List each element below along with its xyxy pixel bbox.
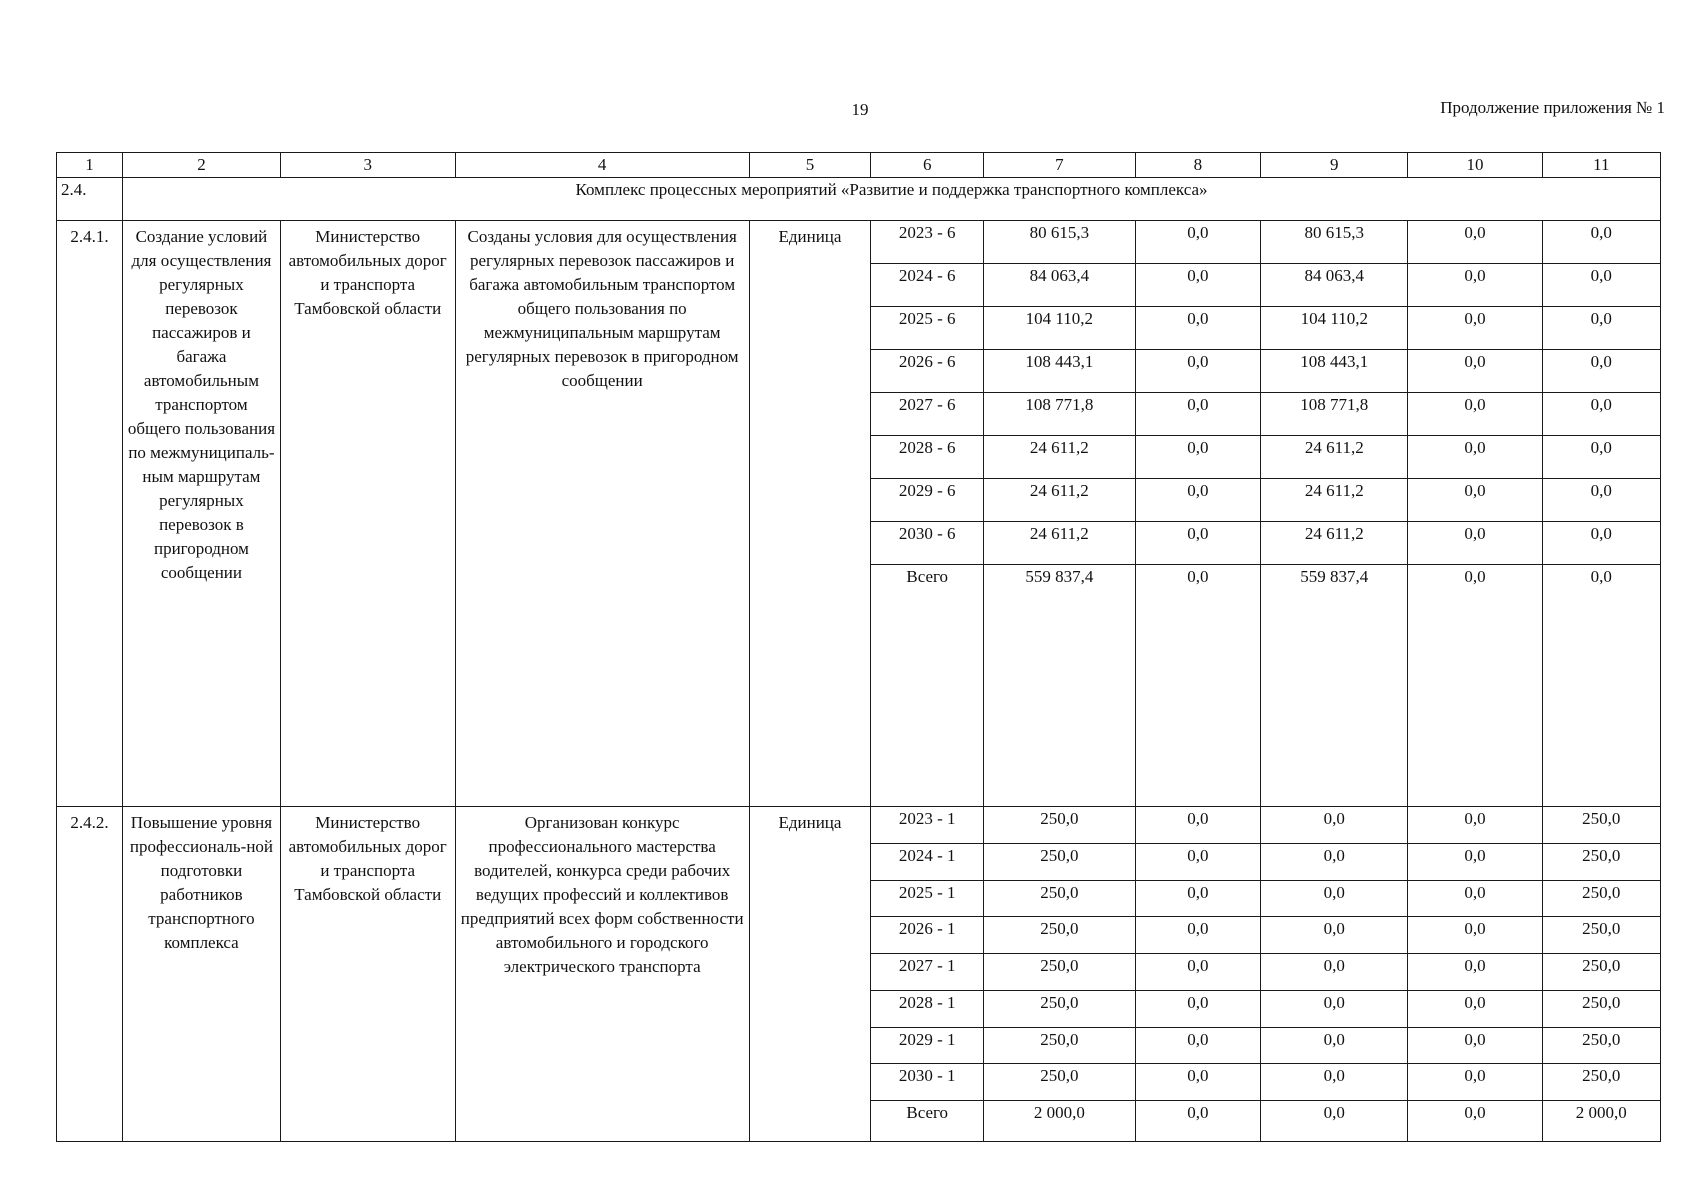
value-cell: 250,0 [1542, 990, 1660, 1027]
appendix-note: Продолжение приложения № 1 [1440, 98, 1665, 117]
value-cell: 0,0 [1135, 990, 1261, 1027]
item-code: 2.4.1. [57, 221, 123, 807]
value-cell: 104 110,2 [1261, 307, 1408, 350]
period-cell: 2025 - 6 [871, 307, 984, 350]
period-cell: 2029 - 6 [871, 479, 984, 522]
period-cell: 2025 - 1 [871, 880, 984, 917]
value-cell: 24 611,2 [984, 436, 1135, 479]
value-cell: 0,0 [1135, 880, 1261, 917]
value-cell: 250,0 [984, 844, 1135, 881]
column-header: 3 [280, 153, 455, 178]
value-cell: 0,0 [1135, 954, 1261, 991]
value-cell: 84 063,4 [1261, 264, 1408, 307]
column-numbers-row [57, 153, 1661, 178]
section-title: Комплекс процессных мероприятий «Развитие и поддержка транспортного комплекса» [123, 178, 1661, 221]
value-cell: 2 000,0 [984, 1100, 1135, 1141]
value-cell: 0,0 [1408, 264, 1542, 307]
period-cell: 2023 - 1 [871, 807, 984, 844]
value-cell: 0,0 [1135, 436, 1261, 479]
value-cell: 250,0 [1542, 954, 1660, 991]
value-cell: 0,0 [1261, 880, 1408, 917]
period-cell: 2030 - 1 [871, 1064, 984, 1101]
value-cell: 0,0 [1261, 807, 1408, 844]
value-cell: 0,0 [1408, 522, 1542, 565]
table-row [57, 221, 1661, 264]
value-cell: 0,0 [1408, 844, 1542, 881]
value-cell: 0,0 [1135, 393, 1261, 436]
value-cell: 24 611,2 [1261, 436, 1408, 479]
period-cell: 2028 - 6 [871, 436, 984, 479]
period-cell: 2026 - 6 [871, 350, 984, 393]
item-unit: Единица [749, 221, 870, 807]
period-cell: 2023 - 6 [871, 221, 984, 264]
value-cell: 0,0 [1408, 1064, 1542, 1101]
value-cell: 250,0 [984, 880, 1135, 917]
column-header: 1 [57, 153, 123, 178]
value-cell: 250,0 [984, 1027, 1135, 1064]
value-cell: 0,0 [1261, 990, 1408, 1027]
item-result: Организован конкурс профессионального мастерства водителей, конкурса среди рабочих ведущих профессий и коллективов предприятий всех форм собственности автомобильного и городского электрического транспорта [455, 807, 749, 1142]
value-cell: 0,0 [1542, 221, 1660, 264]
value-cell: 0,0 [1135, 350, 1261, 393]
value-cell: 0,0 [1542, 522, 1660, 565]
value-cell: 0,0 [1261, 954, 1408, 991]
value-cell: 0,0 [1408, 307, 1542, 350]
period-cell: 2029 - 1 [871, 1027, 984, 1064]
value-cell: 250,0 [984, 1064, 1135, 1101]
value-cell: 80 615,3 [984, 221, 1135, 264]
page-number: 19 [851, 100, 869, 119]
value-cell: 250,0 [984, 807, 1135, 844]
period-cell: 2028 - 1 [871, 990, 984, 1027]
item-responsible: Министерство автомобильных дорог и транспорта Тамбовской области [280, 807, 455, 1142]
item-unit: Единица [749, 807, 870, 1142]
value-cell: 250,0 [984, 917, 1135, 954]
value-cell: 559 837,4 [984, 565, 1135, 807]
value-cell: 0,0 [1408, 565, 1542, 807]
column-header: 9 [1261, 153, 1408, 178]
value-cell: 0,0 [1542, 436, 1660, 479]
item-name: Создание условий для осуществления регулярных перевозок пассажиров и багажа автомобильным транспортом общего пользования по межмуниципаль-ным маршрутам регулярных перевозок в пригородном сообщении [123, 221, 281, 807]
column-header: 4 [455, 153, 749, 178]
value-cell: 0,0 [1408, 479, 1542, 522]
value-cell: 0,0 [1135, 565, 1261, 807]
value-cell: 0,0 [1408, 880, 1542, 917]
column-header: 5 [749, 153, 870, 178]
value-cell: 0,0 [1408, 350, 1542, 393]
column-header: 11 [1542, 153, 1660, 178]
value-cell: 84 063,4 [984, 264, 1135, 307]
section-code: 2.4. [57, 178, 123, 221]
column-header: 8 [1135, 153, 1261, 178]
column-header: 7 [984, 153, 1135, 178]
value-cell: 0,0 [1135, 917, 1261, 954]
table-row [57, 807, 1661, 844]
period-cell: 2027 - 6 [871, 393, 984, 436]
value-cell: 250,0 [1542, 1027, 1660, 1064]
value-cell: 0,0 [1408, 221, 1542, 264]
item-result: Созданы условия для осуществления регулярных перевозок пассажиров и багажа автомобильным транспортом общего пользования по межмуниципальным маршрутам регулярных перевозок в пригородном сообщении [455, 221, 749, 807]
value-cell: 0,0 [1261, 1027, 1408, 1064]
value-cell: 108 443,1 [984, 350, 1135, 393]
value-cell: 0,0 [1261, 1064, 1408, 1101]
value-cell: 0,0 [1135, 221, 1261, 264]
value-cell: 0,0 [1408, 393, 1542, 436]
value-cell: 0,0 [1542, 350, 1660, 393]
value-cell: 0,0 [1408, 917, 1542, 954]
item-name: Повышение уровня профессиональ-ной подготовки работников транспортного комплекса [123, 807, 281, 1142]
value-cell: 0,0 [1542, 565, 1660, 807]
value-cell: 0,0 [1261, 1100, 1408, 1141]
value-cell: 24 611,2 [1261, 522, 1408, 565]
item-responsible: Министерство автомобильных дорог и транспорта Тамбовской области [280, 221, 455, 807]
value-cell: 0,0 [1542, 264, 1660, 307]
value-cell: 0,0 [1135, 1100, 1261, 1141]
value-cell: 250,0 [1542, 844, 1660, 881]
value-cell: 108 771,8 [984, 393, 1135, 436]
period-cell: 2027 - 1 [871, 954, 984, 991]
value-cell: 0,0 [1135, 264, 1261, 307]
value-cell: 559 837,4 [1261, 565, 1408, 807]
period-cell: 2024 - 1 [871, 844, 984, 881]
column-header: 10 [1408, 153, 1542, 178]
period-cell: Всего [871, 565, 984, 807]
value-cell: 250,0 [984, 954, 1135, 991]
period-cell: 2030 - 6 [871, 522, 984, 565]
value-cell: 0,0 [1135, 479, 1261, 522]
value-cell: 0,0 [1408, 807, 1542, 844]
value-cell: 0,0 [1261, 917, 1408, 954]
value-cell: 80 615,3 [1261, 221, 1408, 264]
value-cell: 0,0 [1135, 1027, 1261, 1064]
value-cell: 250,0 [1542, 807, 1660, 844]
period-cell: 2026 - 1 [871, 917, 984, 954]
period-cell: 2024 - 6 [871, 264, 984, 307]
value-cell: 108 443,1 [1261, 350, 1408, 393]
item-code: 2.4.2. [57, 807, 123, 1142]
value-cell: 24 611,2 [984, 522, 1135, 565]
value-cell: 0,0 [1542, 479, 1660, 522]
value-cell: 0,0 [1408, 436, 1542, 479]
column-header: 2 [123, 153, 281, 178]
period-cell: Всего [871, 1100, 984, 1141]
value-cell: 250,0 [1542, 1064, 1660, 1101]
value-cell: 0,0 [1135, 522, 1261, 565]
program-table [56, 152, 1661, 1142]
value-cell: 2 000,0 [1542, 1100, 1660, 1141]
value-cell: 250,0 [1542, 880, 1660, 917]
value-cell: 0,0 [1135, 807, 1261, 844]
value-cell: 250,0 [984, 990, 1135, 1027]
value-cell: 0,0 [1261, 844, 1408, 881]
column-header: 6 [871, 153, 984, 178]
value-cell: 0,0 [1542, 307, 1660, 350]
value-cell: 0,0 [1408, 1027, 1542, 1064]
value-cell: 104 110,2 [984, 307, 1135, 350]
value-cell: 0,0 [1408, 954, 1542, 991]
value-cell: 24 611,2 [1261, 479, 1408, 522]
value-cell: 0,0 [1135, 307, 1261, 350]
value-cell: 250,0 [1542, 917, 1660, 954]
value-cell: 0,0 [1135, 844, 1261, 881]
value-cell: 0,0 [1408, 1100, 1542, 1141]
value-cell: 0,0 [1408, 990, 1542, 1027]
value-cell: 0,0 [1542, 393, 1660, 436]
value-cell: 108 771,8 [1261, 393, 1408, 436]
value-cell: 24 611,2 [984, 479, 1135, 522]
value-cell: 0,0 [1135, 1064, 1261, 1101]
section-row [57, 178, 1661, 221]
